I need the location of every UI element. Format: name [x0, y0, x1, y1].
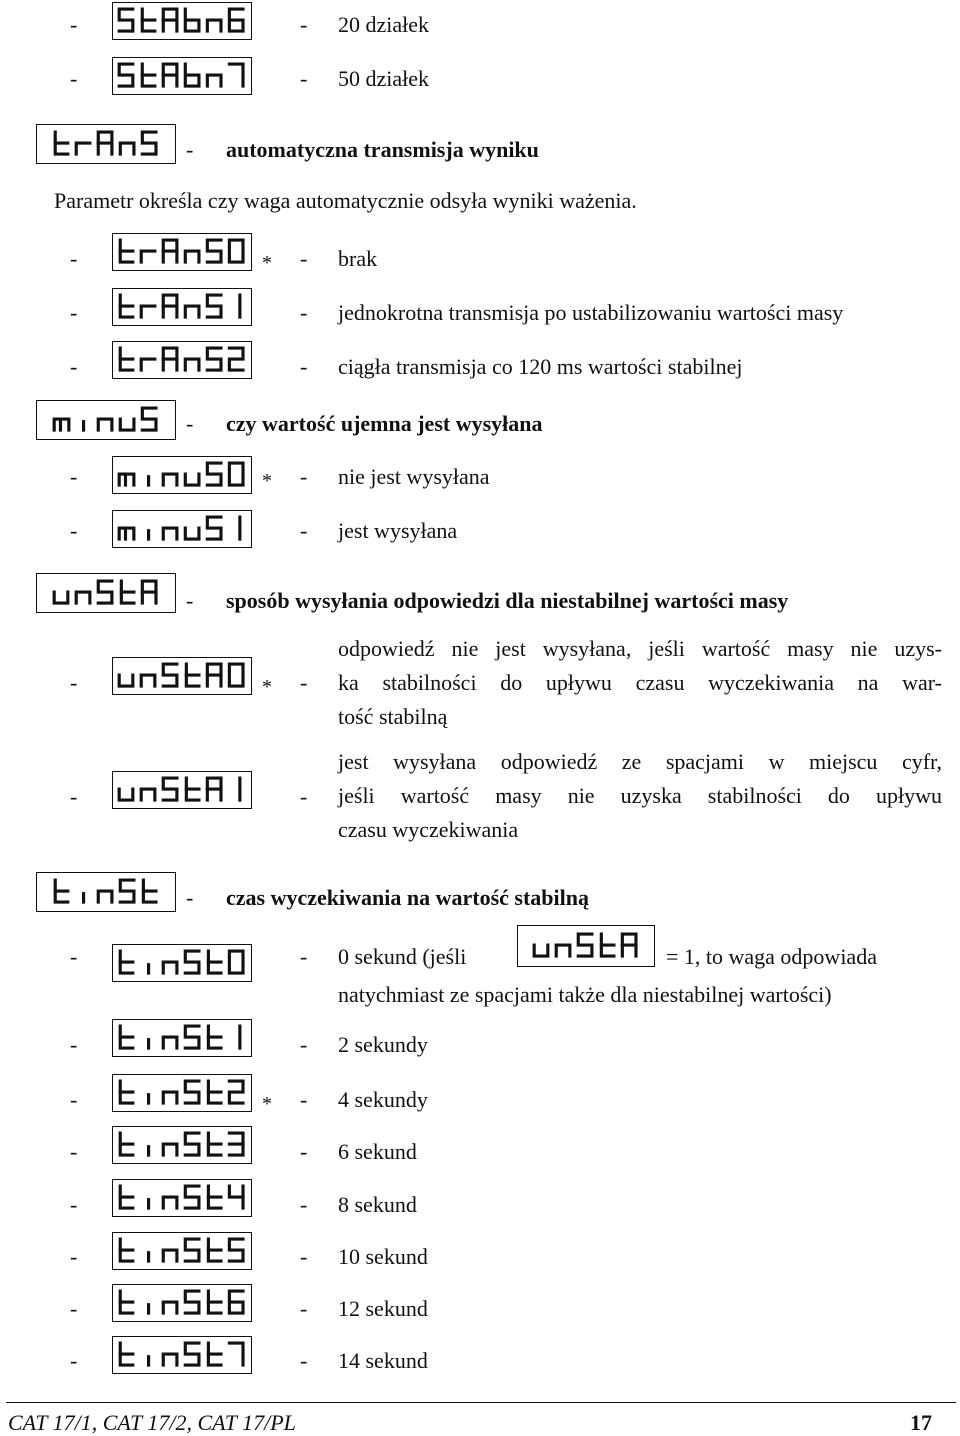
leading-dash: -	[70, 1296, 78, 1321]
unsta1-description-line: jeśli wartość masy nie uzyska stabilności do upływu	[338, 783, 942, 808]
default-star: *	[262, 676, 272, 698]
param-row-tinst3-display	[112, 1126, 252, 1164]
param-row-trans-title: automatyczna transmisja wyniku	[226, 137, 539, 162]
param-row-tinst5-display	[112, 1232, 252, 1270]
separator-dash: -	[300, 944, 308, 969]
param-row-tinst-display	[36, 872, 176, 912]
leading-dash: -	[70, 12, 78, 37]
leading-dash: -	[70, 1032, 78, 1057]
param-row-unsta0-display	[112, 657, 252, 695]
param-row-trans1-text: jednokrotna transmisja po ustabilizowaniu wartości masy	[338, 300, 844, 325]
param-row-tinst-title: czas wyczekiwania na wartość stabilną	[226, 885, 589, 910]
param-row-tinst7-text: 14 sekund	[338, 1348, 428, 1373]
separator-dash: -	[300, 354, 308, 379]
separator-dash: -	[186, 137, 194, 162]
param-row-tinst3-text: 6 sekund	[338, 1139, 417, 1164]
leading-dash: -	[70, 1087, 78, 1112]
leading-dash: -	[70, 944, 78, 969]
footer-rule	[6, 1402, 956, 1403]
param-row-minus1-text: jest wysyłana	[338, 518, 458, 543]
leading-dash: -	[70, 66, 78, 91]
param-row-minus-title: czy wartość ujemna jest wysyłana	[226, 411, 543, 436]
param-row-stabn6-display	[112, 2, 252, 40]
unsta0-description-line: tość stabilną	[338, 704, 448, 729]
param-row-tinst1-display	[112, 1019, 252, 1057]
unsta0-description-line: ka stabilności do upływu czasu wyczekiwania na war-	[338, 670, 942, 695]
param-row-minus0-text: nie jest wysyłana	[338, 464, 490, 489]
param-row-trans1-display	[112, 288, 252, 326]
separator-dash: -	[300, 12, 308, 37]
unsta0-description	[338, 632, 942, 734]
param-row-tinst4-text: 8 sekund	[338, 1192, 417, 1217]
leading-dash: -	[70, 1348, 78, 1373]
param-row-tinst2-display	[112, 1074, 252, 1112]
separator-dash: -	[186, 885, 194, 910]
unsta1-description	[338, 745, 942, 847]
separator-dash: -	[186, 411, 194, 436]
default-star: *	[262, 252, 272, 274]
parametr-description: Parametr określa czy waga automatycznie odsyła wyniki ważenia.	[54, 188, 637, 213]
leading-dash: -	[70, 246, 78, 271]
param-row-tinst1-text: 2 sekundy	[338, 1032, 428, 1057]
leading-dash: -	[70, 300, 78, 325]
separator-dash: -	[300, 246, 308, 271]
separator-dash: -	[300, 464, 308, 489]
separator-dash: -	[300, 1192, 308, 1217]
separator-dash: -	[300, 518, 308, 543]
separator-dash: -	[300, 1139, 308, 1164]
param-row-tinst7-display	[112, 1336, 252, 1374]
param-row-stabn6-text: 20 działek	[338, 12, 430, 37]
param-row-unsta-title: sposób wysyłania odpowiedzi dla niestabilnej wartości masy	[226, 588, 789, 613]
inline-unsta-display	[517, 925, 655, 967]
leading-dash: -	[70, 784, 78, 809]
param-row-trans0-text: brak	[338, 246, 378, 271]
param-row-tinst0-display	[112, 944, 252, 982]
unsta1-description-line: czasu wyczekiwania	[338, 817, 519, 842]
separator-dash: -	[300, 1244, 308, 1269]
footer-model-names: CAT 17/1, CAT 17/2, CAT 17/PL	[8, 1410, 296, 1435]
separator-dash: -	[300, 66, 308, 91]
param-row-unsta1-display	[112, 771, 252, 809]
separator-dash: -	[300, 784, 308, 809]
param-row-stabn7-display	[112, 57, 252, 95]
tinst0-text-before: 0 sekund (jeśli	[338, 944, 467, 969]
leading-dash: -	[70, 518, 78, 543]
param-row-unsta-display	[36, 573, 176, 613]
separator-dash: -	[300, 300, 308, 325]
separator-dash: -	[300, 1296, 308, 1321]
param-row-tinst6-display	[112, 1284, 252, 1322]
param-row-trans-display	[36, 124, 176, 164]
param-row-stabn7-text: 50 działek	[338, 66, 430, 91]
separator-dash: -	[300, 1032, 308, 1057]
leading-dash: -	[70, 464, 78, 489]
separator-dash: -	[300, 1087, 308, 1112]
default-star: *	[262, 1093, 272, 1115]
param-row-minus-display	[36, 400, 176, 440]
param-row-minus1-display	[112, 510, 252, 548]
leading-dash: -	[70, 1139, 78, 1164]
param-row-tinst5-text: 10 sekund	[338, 1244, 428, 1269]
leading-dash: -	[70, 1244, 78, 1269]
param-row-tinst4-display	[112, 1179, 252, 1217]
separator-dash: -	[186, 588, 194, 613]
page-number: 17	[910, 1410, 932, 1435]
separator-dash: -	[300, 670, 308, 695]
leading-dash: -	[70, 1192, 78, 1217]
param-row-trans0-display	[112, 233, 252, 271]
default-star: *	[262, 470, 272, 492]
tinst0-text-after: = 1, to waga odpowiada	[666, 944, 877, 969]
separator-dash: -	[300, 1348, 308, 1373]
tinst0-text-line2: natychmiast ze spacjami także dla niestabilnej wartości)	[338, 982, 832, 1007]
unsta0-description-line: odpowiedź nie jest wysyłana, jeśli wartość masy nie uzys-	[338, 636, 942, 661]
param-row-tinst6-text: 12 sekund	[338, 1296, 428, 1321]
param-row-trans2-text: ciągła transmisja co 120 ms wartości stabilnej	[338, 354, 743, 379]
param-row-minus0-display	[112, 456, 252, 494]
leading-dash: -	[70, 670, 78, 695]
leading-dash: -	[70, 354, 78, 379]
param-row-tinst2-text: 4 sekundy	[338, 1087, 428, 1112]
unsta1-description-line: jest wysyłana odpowiedź ze spacjami w miejscu cyfr,	[338, 749, 942, 774]
param-row-trans2-display	[112, 341, 252, 379]
